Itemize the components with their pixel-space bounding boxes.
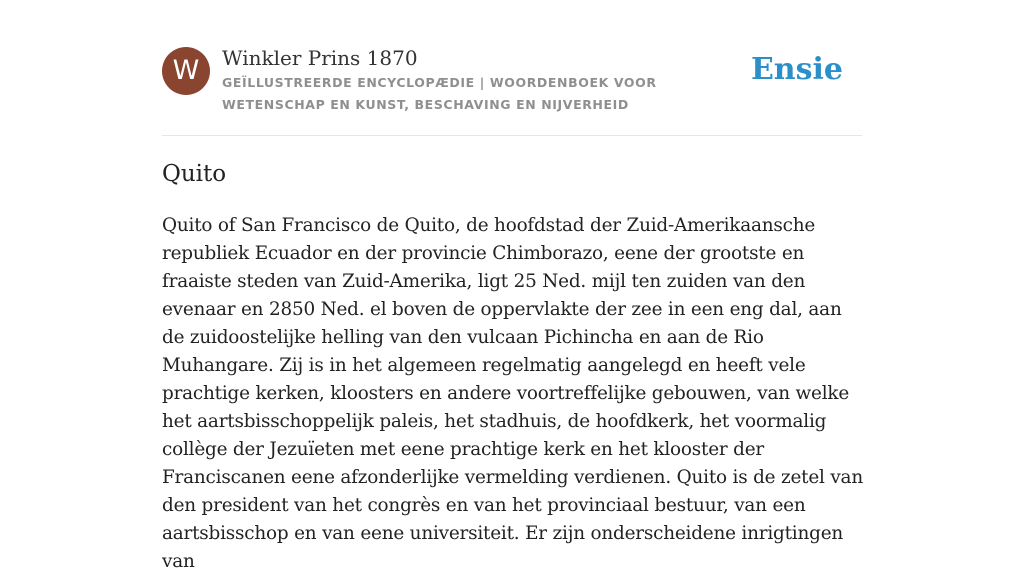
entry-body: Quito of San Francisco de Quito, de hoofdstad der Zuid-Amerikaansche republiek Ecuador en der provincie Chimborazo, eene der grootste en fraaiste steden van Zuid-Amerika, ligt 25 Ned. mijl ten zuiden van den evenaar en 2850 Ned. el boven de oppervlakte der zee in een eng dal, aan de zuidoostelijke helling van den vulcaan Pichincha en aan de Rio Muhangare. Zij is in het algemeen regelmatig aangelegd en heeft vele prachtige kerken, kloosters en andere voortreffelijke gebouwen, van welke het aartsbisschoppelijk paleis, het stadhuis, de hoofdkerk, het voormalig collège der Jezuïeten met eene prachtige kerk en het klooster der Franciscanen eene afzonderlijke vermelding verdienen. Quito is de zetel van den president van het congrès en van het provinciaal bestuur, van een aartsbisschop en van eene universiteit. Er zijn onderscheidene inrigtingen van	[162, 215, 863, 572]
avatar[interactable]: W	[162, 47, 210, 95]
site-subtitle: GEÏLLUSTREERDE ENCYCLOPÆDIE | WOORDENBOEK VOOR WETENSCHAP EN KUNST, BESCHAVING EN NIJVERHEID	[222, 75, 657, 112]
divider	[162, 135, 862, 136]
site-title[interactable]: Winkler Prins 1870	[222, 46, 418, 70]
entry-title: Quito	[162, 161, 227, 187]
brand-logo[interactable]: Ensie	[750, 52, 843, 87]
site-header	[162, 44, 862, 136]
